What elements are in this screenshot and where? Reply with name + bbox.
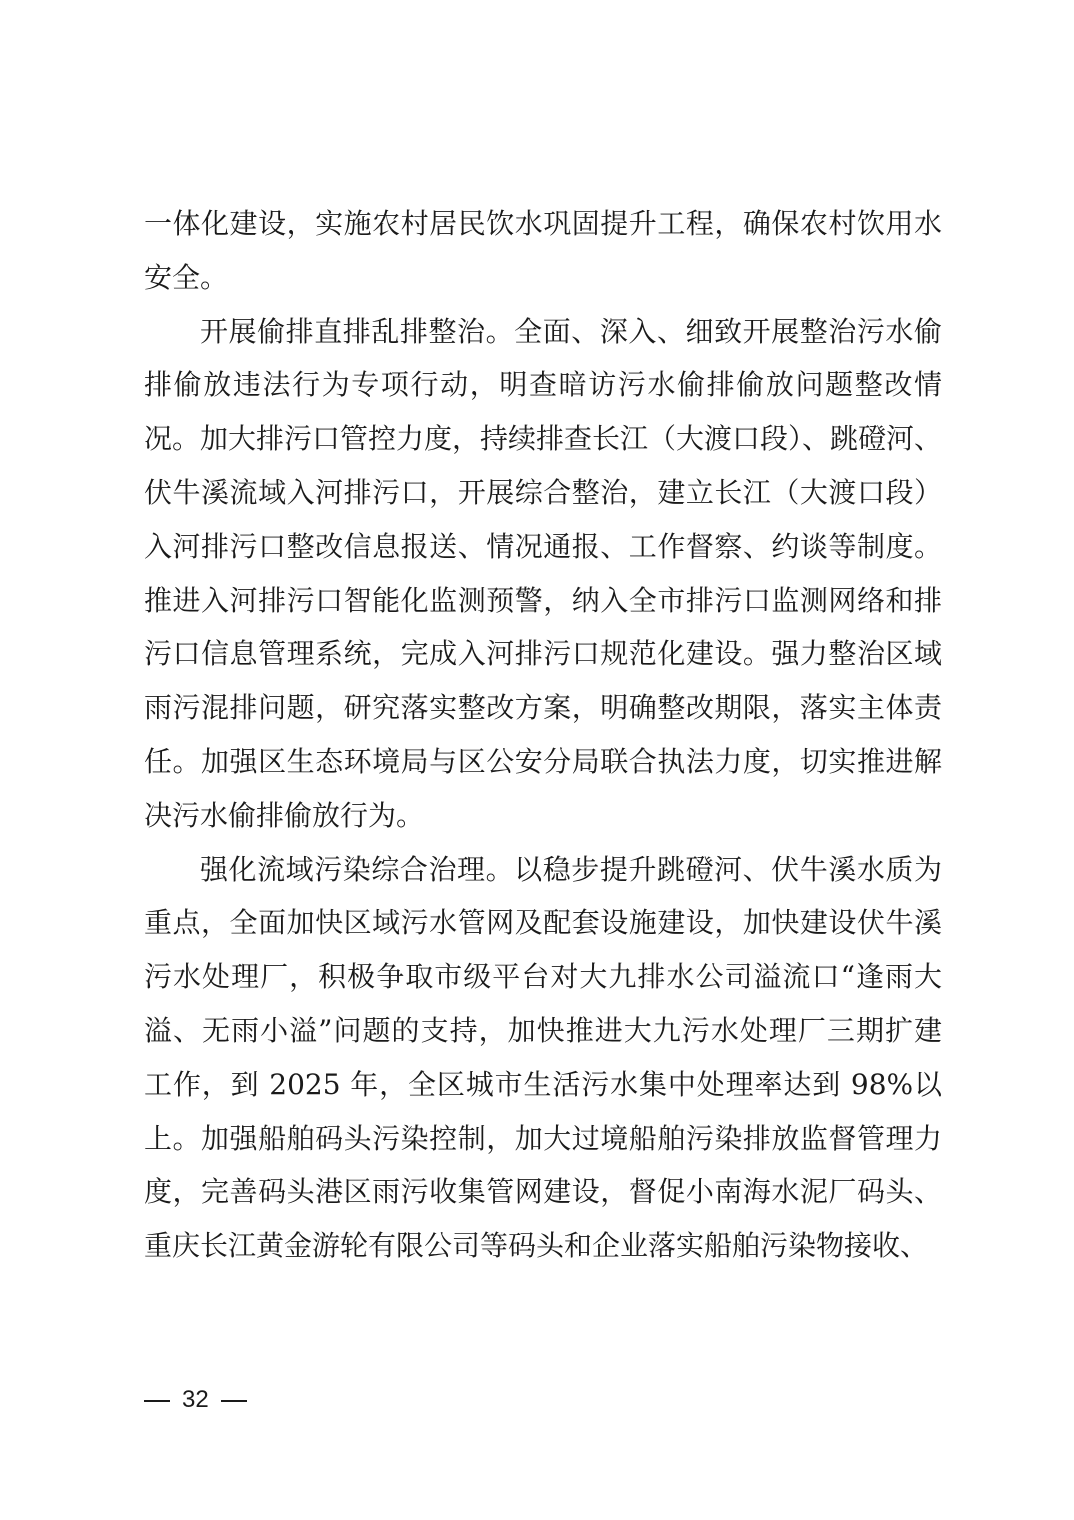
page-number [144,1380,259,1420]
paragraph-1 [144,197,942,305]
paragraph-1-body: 一体化建设，实施农村居民饮水巩固提升工程，确保农村饮用水安全。 [144,207,942,294]
paragraph-2-body: 全面、深入、细致开展整治污水偷排偷放违法行为专项行动，明查暗访污水偷排偷放问题整改情况。加大排污口管控力度，持续排查长江（大渡口段）、跳磴河、伏牛溪流域入河排污口，开展综合整治，建立长江（大渡口段）入河排污口整改信息报送、情况通报、工作督察、约谈等制度。推进入河排污口智能化监测预警，纳入全市排污口监测网络和排污口信息管理系统，完成入河排污口规范化建设。强力整治区域雨污混排问题，研究落实整改方案，明确整改期限，落实主体责任。加强区生态环境局与区公安分局联合执法力度，切实推进解决污水偷排偷放行为。 [144,314,943,832]
paragraph-2 [144,305,942,843]
paragraph-3-body: 以稳步提升跳磴河、伏牛溪水质为重点，全面加快区域污水管网及配套设施建设，加快建设伏牛溪污水处理厂，积极争取市级平台对大九排水公司溢流口“逢雨大溢、无雨小溢”问题的支持，加快推进大九污水处理厂三期扩建工作，到 2025 年，全区城市生活污水集中处理率达到 98%以上。加强船舶码头污染控制，加大过境船舶污染排放监督管理力度，完善码头港区雨污收集管网建设，督促小南海水泥厂码头、重庆长江黄金游轮有限公司等码头和企业落实船舶污染物接收、 [144,852,942,1263]
body-text [144,197,942,1273]
page-number-value: 32 [182,1386,209,1413]
paragraph-3 [144,843,942,1273]
page-number-right-dash [221,1400,247,1402]
page-number-left-dash [144,1400,170,1402]
paragraph-3-lead: 强化流域污染综合治理。 [200,852,515,886]
paragraph-2-lead: 开展偷排直排乱排整治。 [200,314,515,348]
